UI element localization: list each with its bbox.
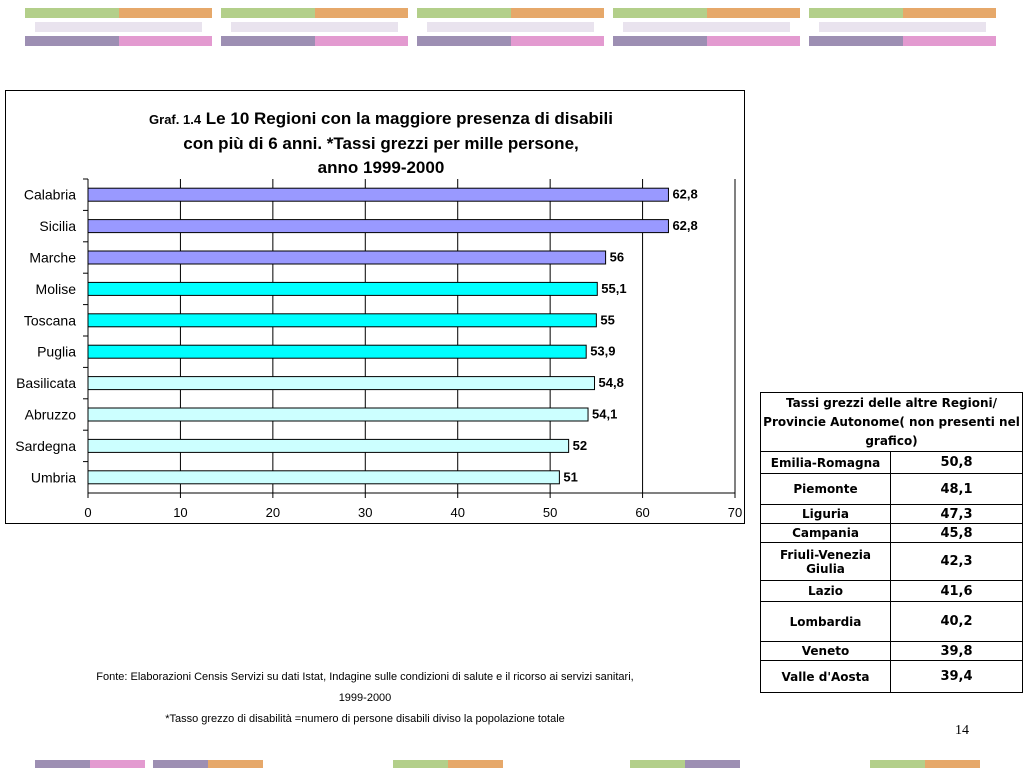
category-label: Marche [29, 249, 76, 266]
table-row [761, 642, 1023, 661]
table-row [761, 452, 1023, 474]
table-row [761, 661, 1023, 693]
chart-title-line-3: anno 1999-2000 [317, 158, 445, 177]
data-label: 55 [600, 312, 615, 328]
region-value: 41,6 [891, 581, 1023, 602]
table-row [761, 505, 1023, 524]
x-tick-label: 10 [173, 505, 188, 520]
category-label: Sicilia [39, 218, 76, 235]
region-name: Lazio [761, 581, 891, 602]
data-label: 54,8 [598, 375, 624, 391]
chart-title-line-2: con più di 6 anni. *Tassi grezzi per mille persone, [183, 134, 579, 153]
category-label: Sardegna [15, 437, 76, 454]
chart-frame [5, 90, 745, 524]
x-tick-label: 50 [542, 505, 558, 520]
data-label: 55,1 [601, 280, 627, 296]
category-label: Toscana [23, 312, 76, 329]
region-name: Piemonte [761, 474, 891, 505]
category-label: Calabria [23, 186, 76, 203]
category-label: Abruzzo [24, 406, 76, 423]
header-deco-block [221, 8, 408, 46]
footer-deco-block [870, 760, 980, 768]
footer-deco-block [153, 760, 263, 768]
source-note-year: 1999-2000 [338, 692, 392, 704]
bar [88, 345, 586, 358]
table-row [761, 543, 1023, 581]
header-deco-block [809, 8, 996, 46]
region-value: 40,2 [891, 602, 1023, 642]
bar [88, 314, 596, 327]
table-header: Tassi grezzi delle altre Regioni/ Provincie Autonome( non presenti nel grafico) [761, 393, 1023, 452]
data-label: 53,9 [590, 343, 616, 359]
region-value: 47,3 [891, 505, 1023, 524]
chart-title-prefix: Graf. 1.4 [149, 112, 202, 127]
table-row [761, 474, 1023, 505]
region-value: 39,4 [891, 661, 1023, 693]
data-label: 62,8 [672, 186, 698, 202]
region-name: Friuli-Venezia Giulia [761, 543, 891, 581]
data-label: 56 [609, 249, 625, 265]
region-name: Liguria [761, 505, 891, 524]
category-label: Umbria [30, 469, 76, 486]
region-value: 39,8 [891, 642, 1023, 661]
bar [88, 408, 588, 421]
region-name: Emilia-Romagna [761, 452, 891, 474]
x-tick-label: 40 [450, 505, 465, 520]
region-name: Campania [761, 524, 891, 543]
region-name: Valle d'Aosta [761, 661, 891, 693]
bar [88, 377, 595, 390]
header-deco-block [417, 8, 604, 46]
data-label: 51 [563, 469, 578, 485]
bar [88, 220, 668, 233]
header-deco-block [25, 8, 212, 46]
table-row [761, 602, 1023, 642]
x-tick-label: 70 [727, 505, 743, 520]
x-tick-label: 60 [635, 505, 650, 520]
data-label: 54,1 [592, 406, 618, 422]
other-regions-table [760, 392, 1023, 693]
x-tick-label: 30 [358, 505, 373, 520]
data-label: 52 [572, 437, 588, 453]
region-name: Veneto [761, 642, 891, 661]
region-value: 48,1 [891, 474, 1023, 505]
bar [88, 188, 668, 201]
region-value: 50,8 [891, 452, 1023, 474]
bar [88, 282, 597, 295]
category-label: Molise [35, 280, 76, 297]
region-name: Lombardia [761, 602, 891, 642]
footer-deco-block [630, 760, 740, 768]
bar [88, 471, 559, 484]
page-number: 14 [955, 723, 969, 738]
header-deco-block [613, 8, 800, 46]
bar-chart [6, 91, 744, 523]
bar [88, 251, 606, 264]
table-row [761, 524, 1023, 543]
data-label: 62,8 [672, 218, 698, 234]
x-tick-label: 0 [84, 505, 92, 520]
category-label: Basilicata [16, 375, 76, 392]
footer-deco-block [35, 760, 145, 768]
source-note: Fonte: Elaborazioni Censis Servizi su dati Istat, Indagine sulle condizioni di salute e il ricorso ai servizi sanitari, [96, 671, 634, 683]
table-row [761, 581, 1023, 602]
footnote: *Tasso grezzo di disabilità =numero di persone disabili diviso la popolazione totale [165, 713, 565, 725]
bar [88, 439, 569, 452]
category-label: Puglia [37, 343, 76, 360]
region-value: 45,8 [891, 524, 1023, 543]
chart-title-line-1: Le 10 Regioni con la maggiore presenza di disabili [205, 109, 613, 128]
region-value: 42,3 [891, 543, 1023, 581]
footer-deco-block [393, 760, 503, 768]
x-tick-label: 20 [265, 505, 281, 520]
